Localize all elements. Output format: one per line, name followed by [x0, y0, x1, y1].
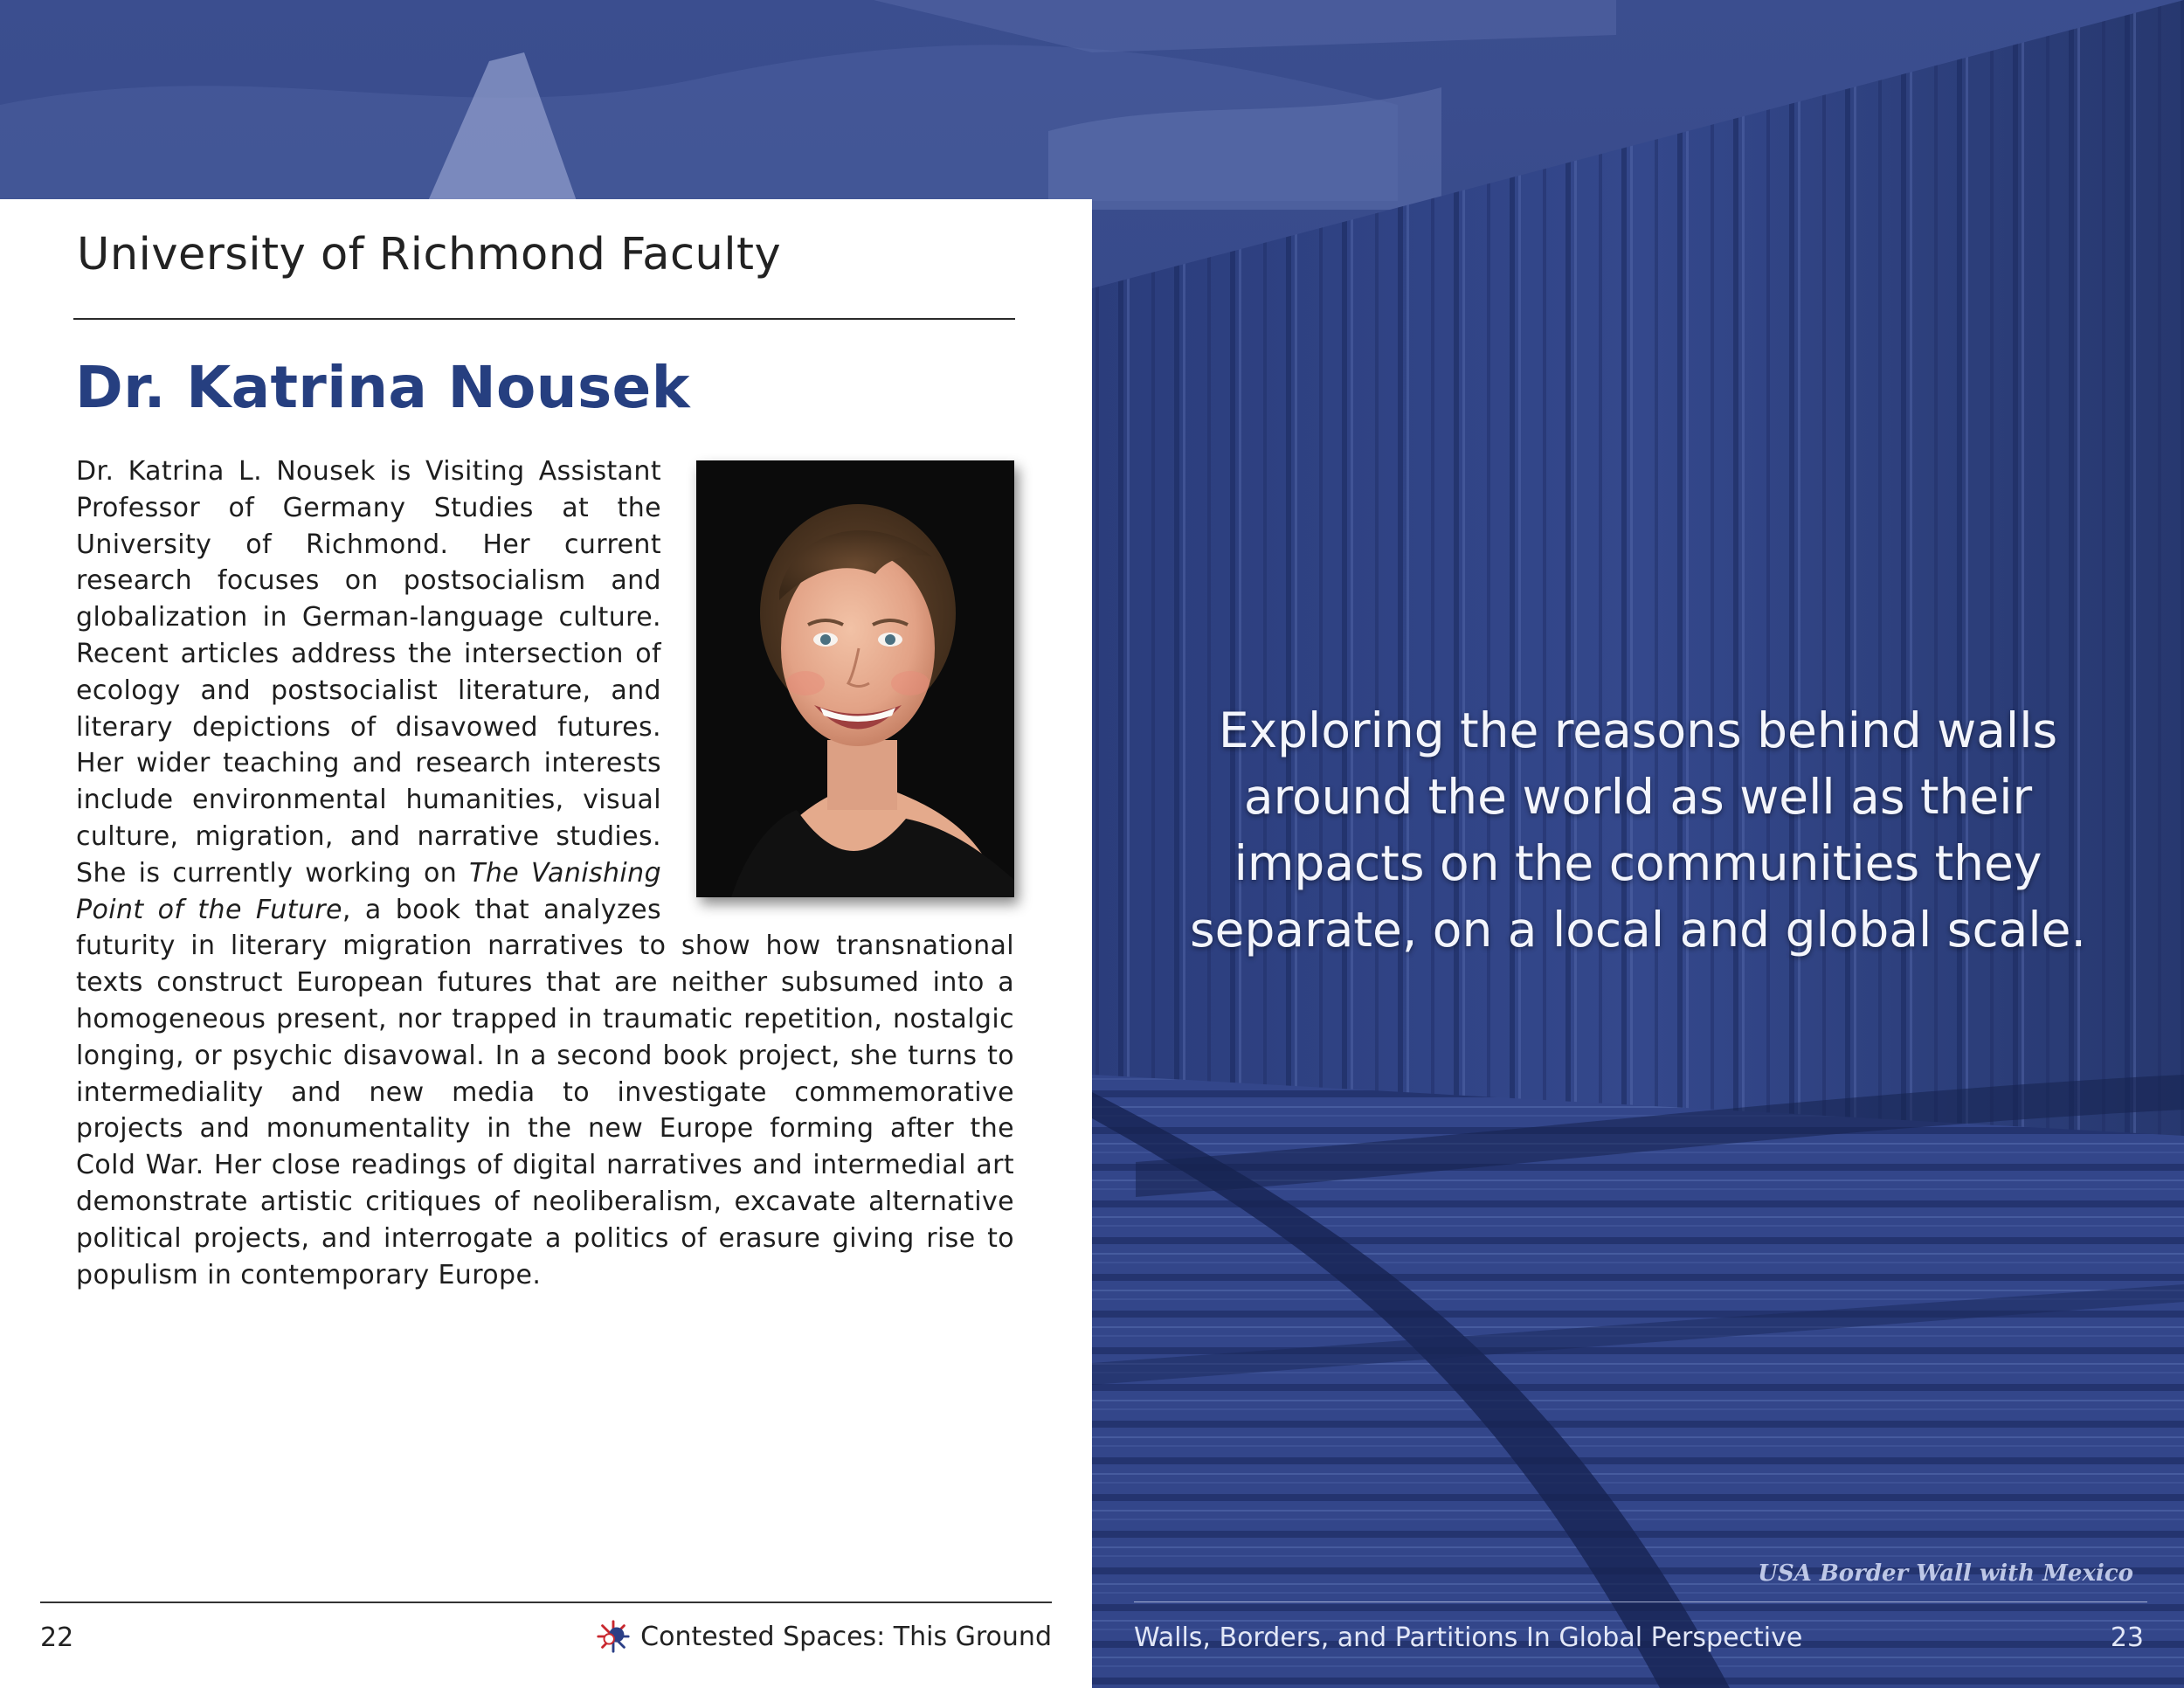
series-title: Walls, Borders, and Partitions In Global Perspective — [1134, 1622, 1803, 1653]
book-title: The Vanishing Point of the Future — [76, 857, 662, 925]
publication-footer — [595, 1617, 1052, 1656]
footer-divider-left — [40, 1602, 1052, 1603]
bio-text-part-2: , a book that analyzes futurity in literary migration narratives to show how transnational texts construct European futures that are neither subsumed into a homogeneous present, nor trapped in traumatic repetition, nostalgic longing, or psychic disavowal. In a second book project, she turns to intermediality and new media to investigate commemorative projects and monumentality in the new Europe forming after the Cold War. Her close readings of digital narratives and intermedial art demonstrate artistic critiques of neoliberalism, excavate alternative political projects, and interrogate a politics of erasure giving rise to populism in contemporary Europe. — [76, 894, 1014, 1290]
publication-title: Contested Spaces: This Ground — [640, 1621, 1052, 1652]
publication-logo-icon — [595, 1617, 632, 1656]
feature-quote: Exploring the reasons behind walls around the world as well as their impacts on the communities they separate, on a local and global scale. — [1190, 702, 2086, 958]
bio-text-part-1: Dr. Katrina L. Nousek is Visiting Assistant Professor of Germany Studies at the University of Richmond. Her current research focuses on postsocialism and globalization in German-language culture. Recent articles address the intersection of ecology and postsocialist literature, and literary depictions of disavowed futures. Her wider teaching and research interests include environmental humanities, visual culture, migration, and narrative studies. She is currently working on — [76, 456, 661, 889]
photo-caption: USA Border Wall with Mexico — [1758, 1560, 2133, 1587]
page-number-left: 22 — [40, 1622, 74, 1653]
heading-divider — [73, 318, 1015, 320]
section-heading: University of Richmond Faculty — [77, 229, 782, 280]
faculty-bio — [76, 453, 1014, 1293]
faculty-name: Dr. Katrina Nousek — [75, 354, 690, 421]
page-number-right: 23 — [2110, 1622, 2144, 1653]
faculty-portrait-photo — [696, 460, 1014, 897]
